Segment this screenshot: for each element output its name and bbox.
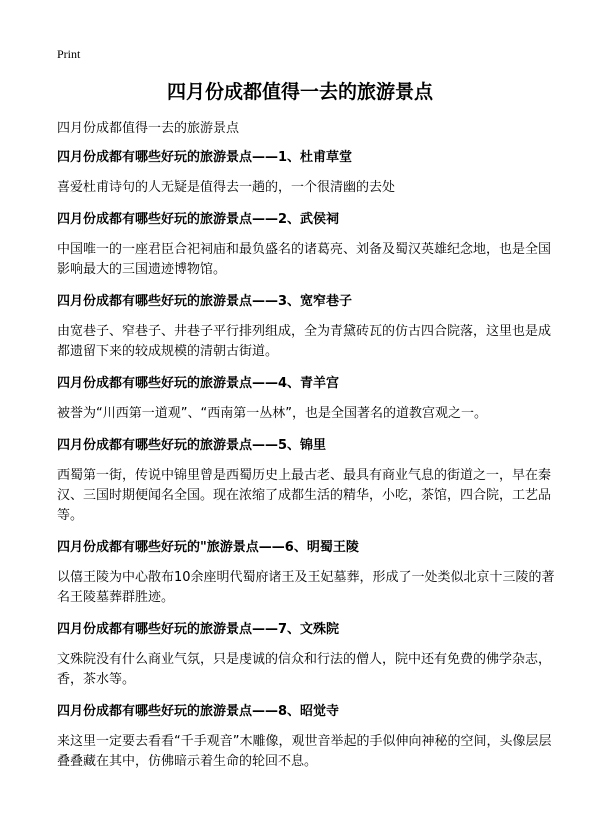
section-heading: 四月份成都有哪些好玩的旅游景点——4、青羊宫 [57, 376, 340, 391]
section-item [57, 210, 557, 280]
section-body: 西蜀第一街，传说中锦里曾是西蜀历史上最古老、最具有商业气息的街道之一，早在秦汉、三国时期便闻名全国。现在浓缩了成都生活的精华，小吃，茶馆，四合院，工艺品等。 [57, 468, 552, 523]
section-heading: 四月份成都有哪些好玩的旅游景点——8、昭觉寺 [57, 704, 340, 719]
section-item [57, 436, 557, 526]
section-body: 来这里一定要去看看“千手观音”木雕像，观世音举起的手似伸向神秘的空间，头像层层叠叠藏在其中，仿佛暗示着生命的轮回不息。 [57, 734, 552, 769]
section-item [57, 620, 557, 690]
page-subtitle: 四月份成都值得一去的旅游景点 [57, 121, 240, 136]
section-body: 被誉为“川西第一道观”、“西南第一丛林”，也是全国著名的道教宫观之一。 [57, 406, 487, 421]
section-item [57, 538, 557, 608]
section-body: 以僖王陵为中心散布10余座明代蜀府诸王及王妃墓葬，形成了一处类似北京十三陵的著名王陵墓葬群胜迹。 [57, 570, 555, 605]
section-body: 喜爱杜甫诗句的人无疑是值得去一趟的，一个很清幽的去处 [57, 180, 396, 195]
section-heading: 四月份成都有哪些好玩的"旅游景点——6、明蜀王陵 [57, 540, 359, 555]
page-title: 四月份成都值得一去的旅游景点 [166, 81, 433, 103]
section-heading: 四月份成都有哪些好玩的旅游景点——5、锦里 [57, 438, 327, 453]
section-heading: 四月份成都有哪些好玩的旅游景点——2、武侯祠 [57, 212, 340, 227]
section-item [57, 292, 557, 362]
print-link[interactable]: Print [57, 47, 81, 61]
section-body: 中国唯一的一座君臣合祀祠庙和最负盛名的诸葛亮、刘备及蜀汉英雄纪念地，也是全国影响最大的三国遗迹博物馆。 [57, 242, 552, 277]
section-heading: 四月份成都有哪些好玩的旅游景点——3、宽窄巷子 [57, 294, 353, 309]
section-item [57, 702, 557, 772]
section-heading: 四月份成都有哪些好玩的旅游景点——7、文殊院 [57, 622, 340, 637]
section-item [57, 374, 557, 424]
section-body: 由宽巷子、窄巷子、井巷子平行排列组成，全为青黛砖瓦的仿古四合院落，这里也是成都遗留下来的较成规模的清朝古街道。 [57, 324, 552, 359]
section-item [57, 148, 557, 198]
attraction-list [57, 148, 557, 784]
section-body: 文殊院没有什么商业气氛，只是虔诚的信众和行法的僧人，院中还有免费的佛学杂志，香，茶水等。 [57, 652, 552, 687]
section-heading: 四月份成都有哪些好玩的旅游景点——1、杜甫草堂 [57, 150, 353, 165]
